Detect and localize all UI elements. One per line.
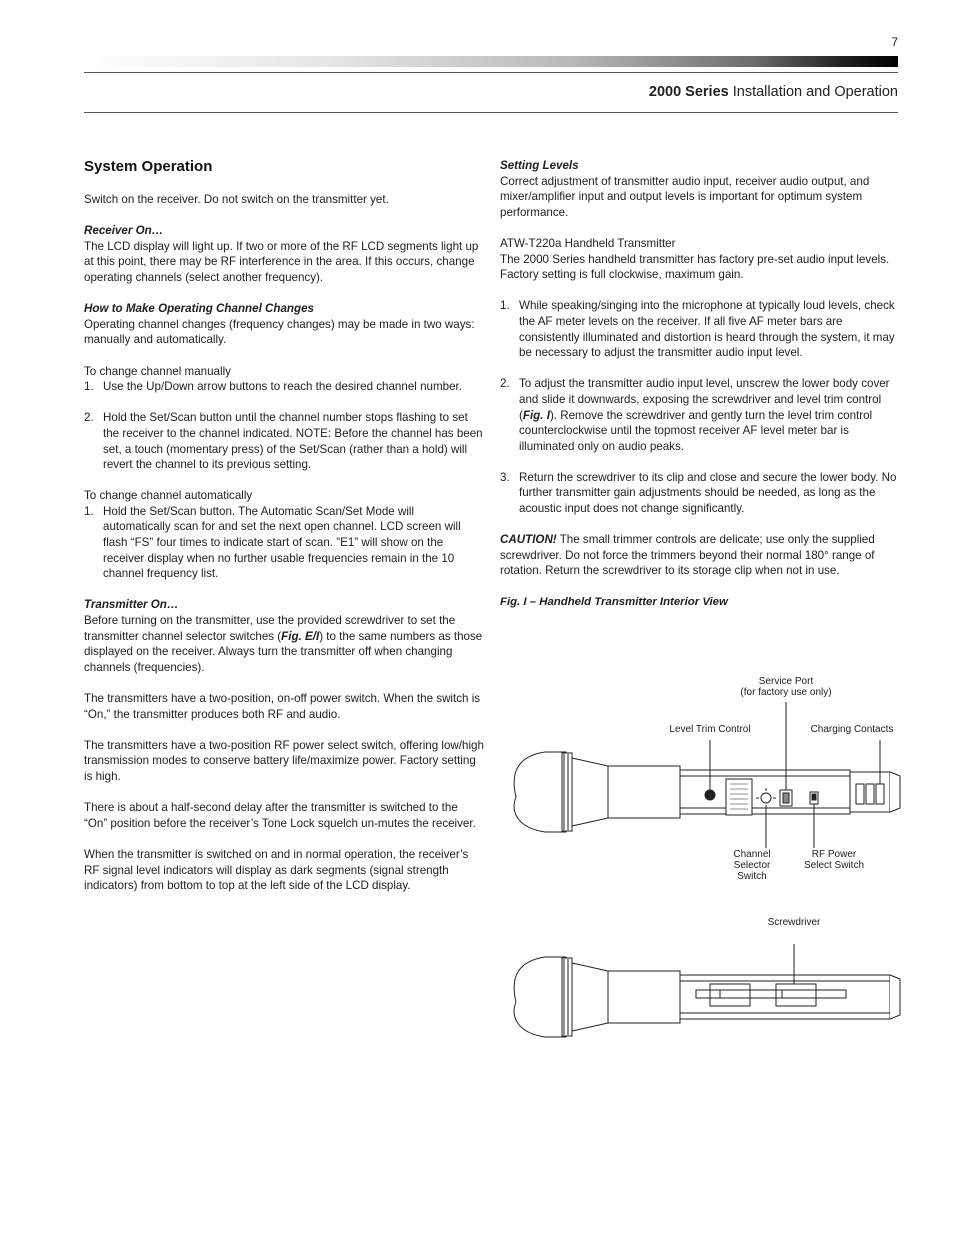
intro-paragraph: Switch on the receiver. Do not switch on the transmitter yet. [84,193,389,206]
mic-grille-bottom [514,957,569,1037]
caution-paragraph: CAUTION! The small trimmer controls are delicate; use only the supplied screwdriver. Do not force the trimmers beyond their normal 180° range of rotation. Return the screwdriver to its storage clip when not in use. [500,533,875,578]
transmitter-figure [500,672,910,1092]
receiver-on-heading: Receiver On… [84,224,164,238]
page-number: 7 [891,35,898,49]
channel-changes-heading: How to Make Operating Channel Changes [84,302,314,316]
label-level-trim-control: Level Trim Control [669,724,751,735]
handheld-heading: ATW-T220a Handheld Transmitter [500,236,676,250]
transmitter-on-heading: Transmitter On… [84,598,179,612]
list-item: 2. To adjust the transmitter audio input level, unscrew the lower body cover and slide it downwards, exposing the screwdriver and level trim control (Fig. I). Remove the screwdriver and gently turn the level trim control counterclockwise until the topmost receiver AF level meter bar is illuminated only on audio peaks. [500,377,890,453]
figure-reference[interactable]: Fig. E/I [281,629,320,643]
running-head-series: 2000 Series [648,84,729,100]
header-bottom-rule [84,112,898,113]
setting-levels-body: Correct adjustment of transmitter audio input, receiver audio output, and mixer/amplifier input and output levels is important for optimum system performance. [500,174,870,219]
list-item: 1. While speaking/singing into the microphone at typically loud levels, check the AF meter levels on the receiver. If all five AF meter bars are consistently illuminated and distortion is heard through the system, it may be necessary to adjust the transmitter audio input level. [500,299,895,360]
header-rule [84,72,898,73]
paragraph: The transmitters have a two-position RF power select switch, offering low/high transmission modes to conserve battery life/maximize power. Factory setting is high. [84,738,484,783]
receiver-on-body: The LCD display will light up. If two or more of the RF LCD segments light up at this point, there may be RF interference in the area. If this occurs, change operating channels (select another frequency). [84,239,479,284]
section-title: System Operation [84,158,213,175]
label-charging-contacts: Charging Contacts [810,724,894,735]
paragraph: There is about a half-second delay after the transmitter is switched to the “On” position before the receiver’s Tone Lock squelch un-mutes the receiver. [84,801,476,830]
figure-reference[interactable]: Fig. I [522,408,550,422]
handheld-body: The 2000 Series handheld transmitter has factory pre-set audio input levels. Factory setting is full clockwise, maximum gain. [500,252,890,282]
adjust-steps [500,298,898,516]
running-head [649,84,898,100]
setting-levels-heading: Setting Levels [500,159,579,172]
channel-changes-body: Operating channel changes (frequency changes) may be made in two ways: manually and automatically. [84,317,475,347]
figure-caption: Fig. I – Handheld Transmitter Interior View [500,595,728,608]
label-channel-selector-switch: Channel Selector Switch [733,849,771,882]
mic-grille-top [514,752,569,832]
transmitter-illustration [500,672,910,1092]
list-item: 2. Hold the Set/Scan button until the channel number stops flashing to set the receiver to the channel indicated. NOTE: Before the channel has been set, a touch (momentary press) of the Set/Scan (rather than a hold) will revert the channel to its previous setting. [84,411,483,472]
running-head-subtitle: Installation and Operation [732,84,898,100]
automatic-heading: To change channel automatically [84,489,253,503]
automatic-steps [84,504,484,582]
list-item: 1. Use the Up/Down arrow buttons to reach the desired channel number. [84,380,462,394]
left-column [84,158,484,909]
caution-label: CAUTION! [500,533,557,547]
paragraph: The transmitters have a two-position, on-off power switch. When the switch is “On,” the transmitter produces both RF and audio. [84,692,481,721]
transmitter-on-body: Before turning on the transmitter, use the provided screwdriver to set the transmitter channel selector switches (Fig. E/I) to the same numbers as those displayed on the receiver. Always turn the transmitter off when changing channels (frequencies). [84,614,483,674]
header-gradient-bar [84,56,898,67]
label-service-port: Service Port (for factory use only) [740,676,832,698]
paragraph: When the transmitter is switched on and in normal operation, the receiver’s RF signal level indicators will display as dark segments (signal strength indicators) from bottom to top at the left side of the LCD display. [84,847,469,893]
right-column [500,158,898,626]
label-rf-power-select-switch: RF Power Select Switch [803,849,865,871]
manual-steps [84,379,484,473]
list-item: 1. Hold the Set/Scan button. The Automatic Scan/Set Mode will automatically scan for and set the next open channel. LCD screen will flash “FS” four times to indicate start of scan. ”E1” will show on the receiver display when no further usable frequencies remain in the 10 channel frequency list. [84,504,461,581]
manual-heading: To change channel manually [84,364,231,378]
label-screwdriver: Screwdriver [767,917,821,928]
list-item: 3. Return the screwdriver to its clip and close and secure the lower body. No further transmitter gain adjustments should be needed, as long as the acoustic input does not change significantly. [500,470,897,516]
